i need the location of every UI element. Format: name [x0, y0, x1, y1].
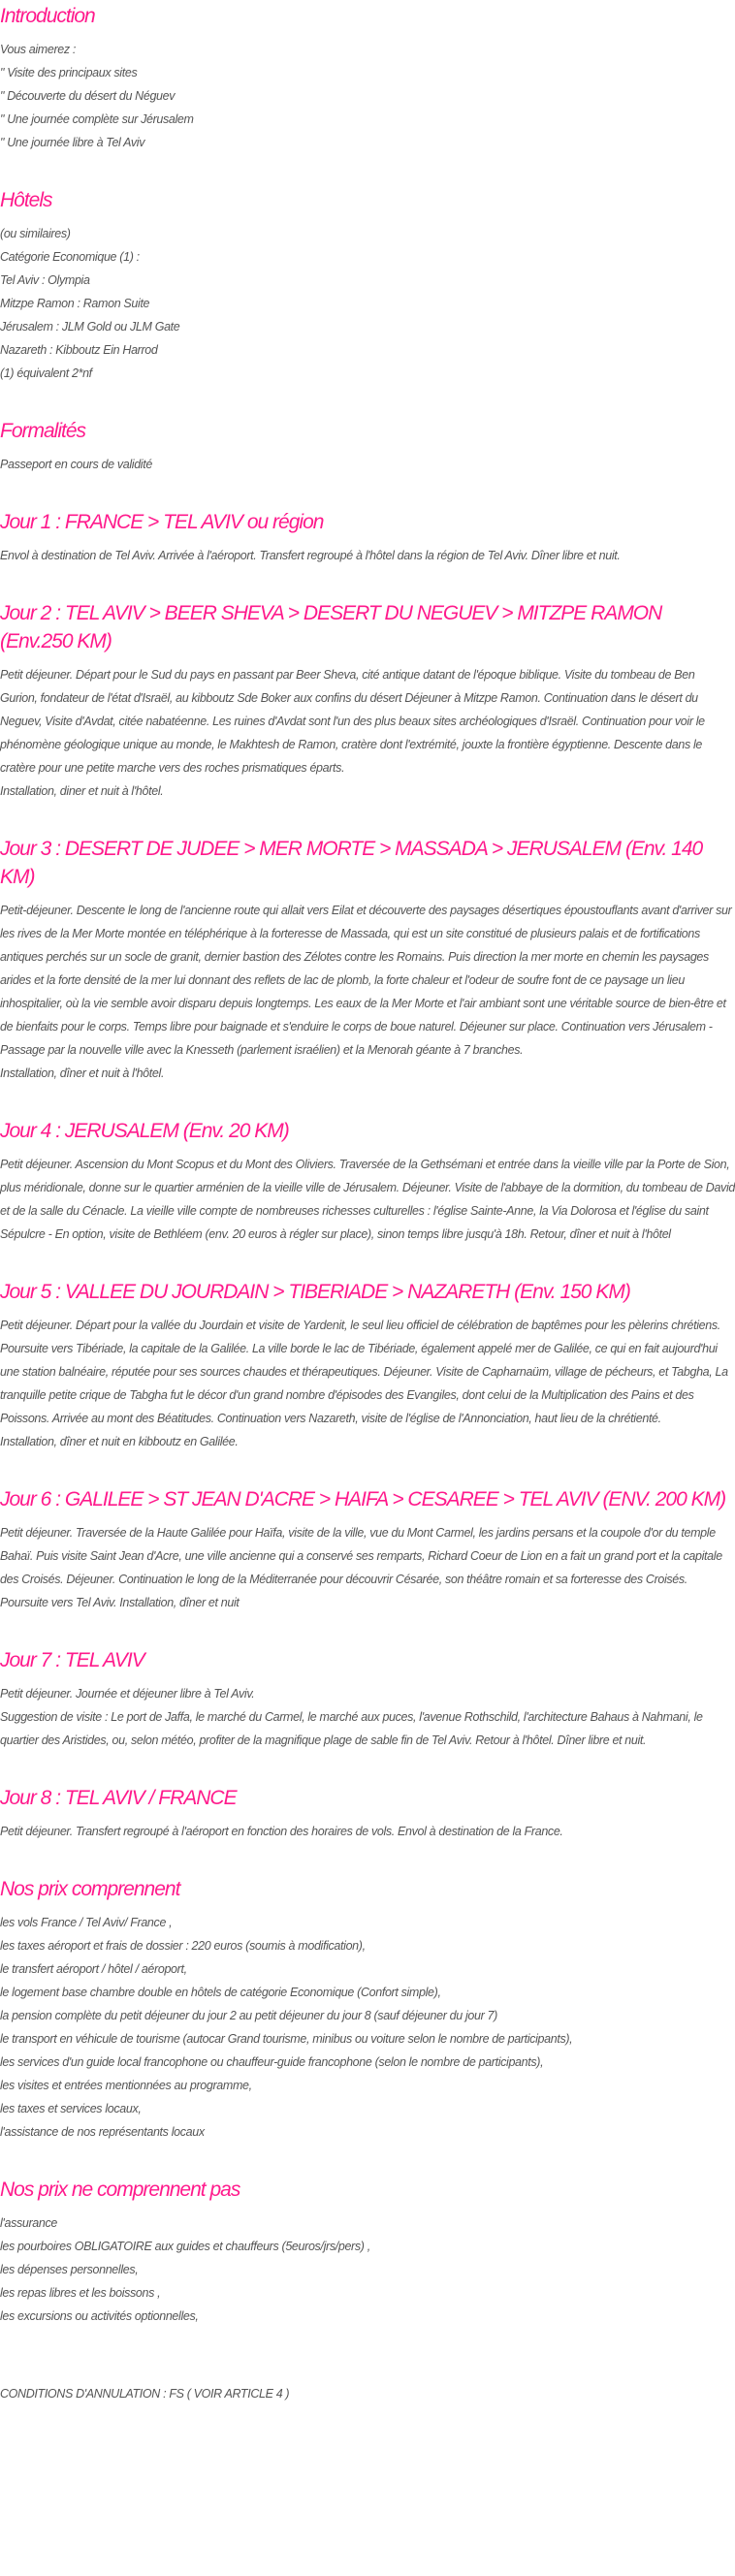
section-heading: Nos prix comprennent [0, 1878, 180, 1900]
body-text: Petit-déjeuner. Descente le long de l'ancienne route qui allait vers Eilat et découverte des paysages désertiques époustouflants avant d'arriver sur les rives de la Mer Morte montée en téléphérique à la forteresse de Massada, qui est un site constitué de plusieurs palais et de fortifications antiques perchés sur un socle de granit, dernier bastion des Zélotes contre les Romains. Puis direction la mer morte en chemin les paysages arides et la forte densité de la mer lui donnant des reflets de lac de plomb, la forte chaleur et l'odeur de soufre font de ce paysage un lieu inhospitalier, où la vie semble avoir disparu depuis longtemps. Les eaux de la Mer Morte et l'air ambiant sont une véritable source de bien-être et de bienfaits pour le corps. Temps libre pour baignade et s'enduire le corps de boue naturel. Déjeuner sur place. Continuation vers Jérusalem - Passage par la nouvelle ville avec la Knesseth (parlement israélien) et la Menorah géante à 7 branches. [0, 904, 732, 1057]
body-text: Petit déjeuner. Départ pour la vallée du Jourdain et visite de Yardenit, le seul lieu officiel de célébration de baptêmes pour les pèlerins chrétiens. Poursuite vers Tibériade, la capitale de la Galilée. La ville borde le lac de Tibériade, également appelé mer de Galilée, ce qui en fait aujourd'hui une station balnéaire, réputée pour ses sources chaudes et thérapeutiques. Déjeuner. Visite de Capharnaüm, village de pécheurs, et Tabgha, La tranquille petite crique de Tabgha fut le décor d'un grand nombre d'épisodes des Evangiles, dont celui de la Multiplication des Pains et des Poissons. Arrivée au mont des Béatitudes. Continuation vers Nazareth, visite de l'église de l'Annonciation, haut lieu de la chrétienté. [0, 1319, 728, 1425]
section-formalit-s [0, 417, 735, 476]
body-text: Petit déjeuner. Traversée de la Haute Galilée pour Haïfa, visite de la ville, vue du Mont Carmel, les jardins persans et la coupole d'or du temple Bahaï. Puis visite Saint Jean d'Acre, une ville ancienne qui a conservé ses remparts, Richard Coeur de Lion en a fait un grand port et la capitale des Croisés. Déjeuner. Continuation le long de la Méditerranée pour découvrir Césarée, son théâtre romain et sa forteresse des Croisés. Poursuite vers Tel Aviv. Installation, dîner et nuit [0, 1526, 722, 1609]
body-text: le transport en véhicule de tourisme (autocar Grand tourisme, minibus ou voiture selon le nombre de participants), [0, 2032, 573, 2046]
body-text: Petit déjeuner. Transfert regroupé à l'aéroport en fonction des horaires de vols. Envol à destination de la France. [0, 1825, 563, 1838]
body-text: Installation, dîner et nuit en kibboutz en Galilée. [0, 1435, 239, 1448]
section-heading: Jour 6 : GALILEE > ST JEAN D'ACRE > HAIFA > CESAREE > TEL AVIV (ENV. 200 KM) [0, 1488, 726, 1511]
body-text: (ou similaires) [0, 227, 71, 240]
section-heading: Formalités [0, 420, 86, 442]
body-text: les taxes et services locaux, [0, 2102, 142, 2115]
section-heading: Jour 3 : DESERT DE JUDEE > MER MORTE > MASSADA > JERUSALEM (Env. 140 KM) [0, 838, 703, 888]
section-nos-prix-ne-comprennent-pas [0, 2176, 735, 2405]
body-text: Mitzpe Ramon : Ramon Suite [0, 297, 150, 310]
section-heading: Nos prix ne comprennent pas [0, 2178, 240, 2201]
body-text: les excursions ou activités optionnelles, [0, 2309, 199, 2323]
body-text: les pourboires OBLIGATOIRE aux guides et chauffeurs (5euros/jrs/pers) , [0, 2240, 370, 2253]
spacer [0, 2343, 735, 2367]
section-heading: Jour 1 : FRANCE > TEL AVIV ou région [0, 511, 324, 533]
body-text: Petit déjeuner. Journée et déjeuner libre à Tel Aviv. [0, 1687, 255, 1701]
body-text: " Une journée libre à Tel Aviv [0, 136, 145, 149]
section-jour-7-tel-aviv [0, 1646, 735, 1752]
section-heading: Hôtels [0, 189, 52, 211]
body-text: le transfert aéroport / hôtel / aéroport, [0, 1962, 187, 1976]
body-text: Nazareth : Kibboutz Ein Harrod [0, 343, 158, 357]
section-nos-prix-comprennent [0, 1875, 735, 2144]
body-text: Installation, dîner et nuit à l'hôtel. [0, 1066, 165, 1080]
body-text: Passeport en cours de validité [0, 458, 152, 471]
section-h-tels [0, 186, 735, 385]
body-text: Petit déjeuner. Ascension du Mont Scopus et du Mont des Oliviers. Traversée de la Gethsémani et entrée dans la vieille ville par la Porte de Sion, plus méridionale, donne sur le quartier arménien de la vieille ville de Jérusalem. Déjeuner. Visite de l'abbaye de la dormition, du tombeau de David et de la salle du Cénacle. La vieille ville compte de nombreuses richesses culturelles : l'église Sainte-Anne, la Via Dolorosa et l'église du saint Sépulcre - En option, visite de Bethléem (env. 20 euros à régler sur place), sinon temps libre jusqu'à 18h. Retour, dîner et nuit à l'hôtel [0, 1158, 735, 1241]
section-heading: Jour 5 : VALLEE DU JOURDAIN > TIBERIADE > NAZARETH (Env. 150 KM) [0, 1281, 630, 1303]
body-text: l'assistance de nos représentants locaux [0, 2125, 205, 2139]
body-text: le logement base chambre double en hôtels de catégorie Economique (Confort simple), [0, 1986, 441, 1999]
section-jour-2-tel-aviv-beer-sheva-desert-du-neg [0, 599, 735, 803]
section-jour-6-galilee-st-jean-d-acre-haifa-cesa [0, 1485, 735, 1614]
section-heading: Jour 2 : TEL AVIV > BEER SHEVA > DESERT DU NEGUEV > MITZPE RAMON (Env.250 KM) [0, 602, 662, 652]
body-text: (1) équivalent 2*nf [0, 366, 92, 380]
body-text: Tel Aviv : Olympia [0, 273, 90, 287]
body-text: la pension complète du petit déjeuner du jour 2 au petit déjeuner du jour 8 (sauf déjeuner du jour 7) [0, 2009, 497, 2022]
body-text: Suggestion de visite : Le port de Jaffa, le marché du Carmel, le marché aux puces, l'avenue Rothschild, l'architecture Bahaus à Nahmani, le quartier des Aristides, ou, selon météo, profiter de la magnifique plage de sable fin de Tel Aviv. Retour à l'hôtel. Dîner libre et nuit. [0, 1710, 703, 1747]
section-heading: Jour 4 : JERUSALEM (Env. 20 KM) [0, 1120, 289, 1142]
body-text: Installation, diner et nuit à l'hôtel. [0, 784, 164, 798]
body-text: les dépenses personnelles, [0, 2263, 139, 2276]
section-jour-8-tel-aviv-france [0, 1784, 735, 1843]
body-text: les services d'un guide local francophone ou chauffeur-guide francophone (selon le nombre de participants), [0, 2055, 544, 2069]
body-text: les visites et entrées mentionnées au programme, [0, 2079, 252, 2092]
body-text: Petit déjeuner. Départ pour le Sud du pays en passant par Beer Sheva, cité antique datant de l'époque biblique. Visite du tombeau de Ben Gurion, fondateur de l'état d'Israël, au kibboutz Sde Boker aux confins du désert Déjeuner à Mitzpe Ramon. Continuation dans le désert du Neguev, Visite d'Avdat, citée nabatéenne. Les ruines d'Avdat sont l'un des plus beaux sites archéologiques d'Israël. Continuation pour voir le phénomène géologique unique au monde, le Makhtesh de Ramon, cratère dont l'extrémité, jouxte la frontière égyptienne. Descente dans le cratère pour une petite marche vers des roches prismatiques éparts. [0, 668, 705, 775]
body-text: l'assurance [0, 2216, 57, 2230]
body-text: Vous aimerez : [0, 43, 77, 56]
section-jour-3-desert-de-judee-mer-morte-massada [0, 835, 735, 1085]
body-text: les taxes aéroport et frais de dossier : 220 euros (soumis à modification), [0, 1939, 366, 1953]
body-text: Jérusalem : JLM Gold ou JLM Gate [0, 320, 180, 334]
body-text: CONDITIONS D'ANNULATION : FS ( VOIR ARTICLE 4 ) [0, 2387, 290, 2401]
body-text: Envol à destination de Tel Aviv. Arrivée à l'aéroport. Transfert regroupé à l'hôtel dans la région de Tel Aviv. Dîner libre et nuit. [0, 549, 621, 562]
body-text: les repas libres et les boissons , [0, 2286, 161, 2300]
section-heading: Jour 7 : TEL AVIV [0, 1649, 144, 1671]
body-text: " Une journée complète sur Jérusalem [0, 112, 194, 126]
body-text: " Visite des principaux sites [0, 66, 138, 80]
section-introduction [0, 2, 735, 154]
section-jour-4-jerusalem-env-20-km [0, 1117, 735, 1246]
body-text: " Découverte du désert du Néguev [0, 89, 176, 103]
body-text: les vols France / Tel Aviv/ France , [0, 1916, 173, 1929]
section-heading: Introduction [0, 5, 95, 27]
body-text: Catégorie Economique (1) : [0, 250, 140, 264]
section-jour-1-france-tel-aviv-ou-r-gion [0, 508, 735, 567]
section-jour-5-vallee-du-jourdain-tiberiade-naza [0, 1278, 735, 1453]
section-heading: Jour 8 : TEL AVIV / FRANCE [0, 1787, 237, 1809]
